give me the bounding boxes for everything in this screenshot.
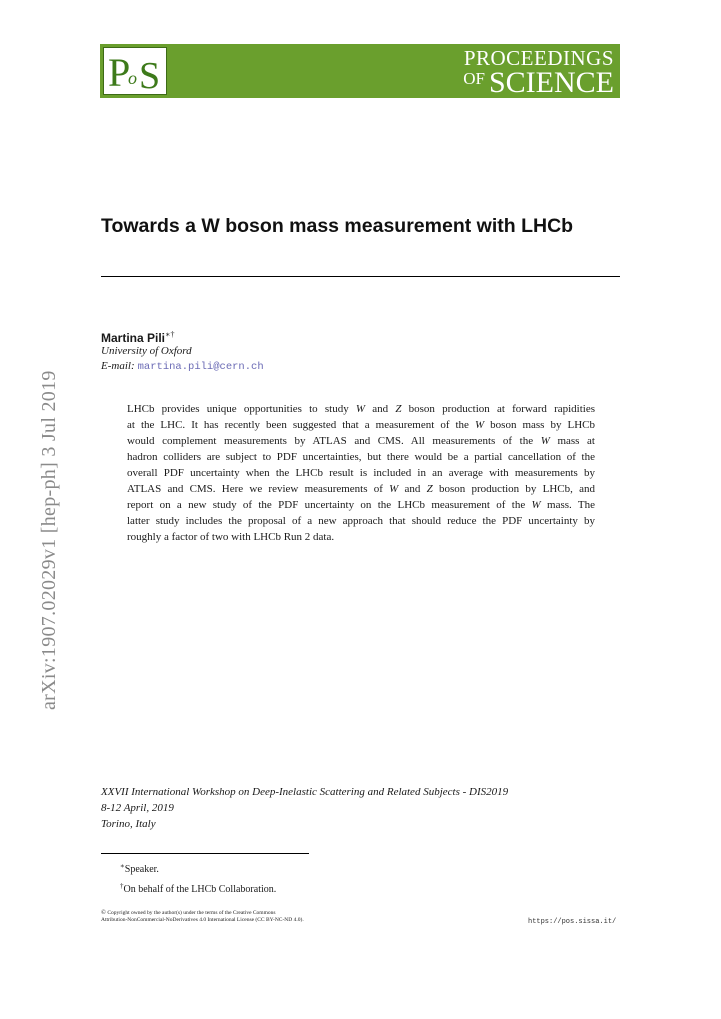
pos-logo <box>103 47 167 95</box>
email-link[interactable]: martina.pili@cern.ch <box>137 361 264 373</box>
footnote-collaboration: †On behalf of the LHCb Collaboration. <box>120 882 277 895</box>
svg-text:S: S <box>139 55 161 94</box>
author-affiliation: University of Oxford <box>101 345 192 357</box>
copyright-icon: © <box>101 909 106 916</box>
abstract-line: LHCb provides unique opportunities to study W and Z boson production at forward rapidities <box>127 403 596 415</box>
abstract-line: roughly a factor of two with LHCb Run 2 data. <box>127 531 335 543</box>
pos-site-link[interactable]: https://pos.sissa.it/ <box>528 918 617 926</box>
proceedings-label: PROCEEDINGS <box>463 46 614 70</box>
conference-dates: 8-12 April, 2019 <box>101 802 174 814</box>
abstract-line: at the LHC. It has recently been suggested that a measurement of the W boson mass by LHCb <box>127 419 596 431</box>
paper-title: Towards a W boson mass measurement with LHCb <box>101 215 574 237</box>
abstract-line: overall PDF uncertainty when the LHCb result is included in an average with measurements by <box>127 467 595 479</box>
email-label: E-mail: <box>101 360 135 372</box>
abstract-line: would complement measurements by ATLAS and CMS. All measurements of the W mass at <box>127 435 595 447</box>
author-line <box>101 330 174 346</box>
footnotes <box>120 858 276 898</box>
abstract-line: report on a new study of the PDF uncertainty on the LHCb measurement of the W mass. The <box>127 499 595 511</box>
arxiv-identifier-stamp: arXiv:1907.02029v1 [hep-ph] 3 Jul 2019 <box>38 370 60 710</box>
abstract-line: hadron colliders are subject to PDF uncertainties, but there would be a partial cancellation of the <box>127 451 595 463</box>
footnote-divider <box>101 853 309 854</box>
conference-info <box>101 784 508 832</box>
abstract <box>127 401 595 545</box>
abstract-line: ATLAS and CMS. Here we review measurements of W and Z boson production by LHCb, and <box>127 483 595 495</box>
of-science-label: OF SCIENCE <box>463 66 614 99</box>
svg-text:o: o <box>128 68 137 88</box>
title-divider <box>101 276 620 277</box>
author-name: Martina Pili <box>101 331 166 345</box>
pos-banner <box>100 44 620 98</box>
footnote-speaker: ∗Speaker. <box>120 862 159 875</box>
conference-name: XXVII International Workshop on Deep-Inelastic Scattering and Related Subjects - DIS2019 <box>101 786 509 798</box>
abstract-line: latter study includes the proposal of a new approach that should reduce the PDF uncertainty by <box>127 515 595 527</box>
copyright-notice: © Copyright owned by the author(s) under the terms of the Creative Commons Attribution-NonCommercial-NoDerivatives 4.0 International License (CC BY-NC-ND 4.0). <box>101 909 304 923</box>
author-footnote-marks: ∗† <box>165 330 175 339</box>
conference-place: Torino, Italy <box>101 818 156 830</box>
author-email-line <box>101 360 264 373</box>
svg-text:P: P <box>108 50 131 94</box>
